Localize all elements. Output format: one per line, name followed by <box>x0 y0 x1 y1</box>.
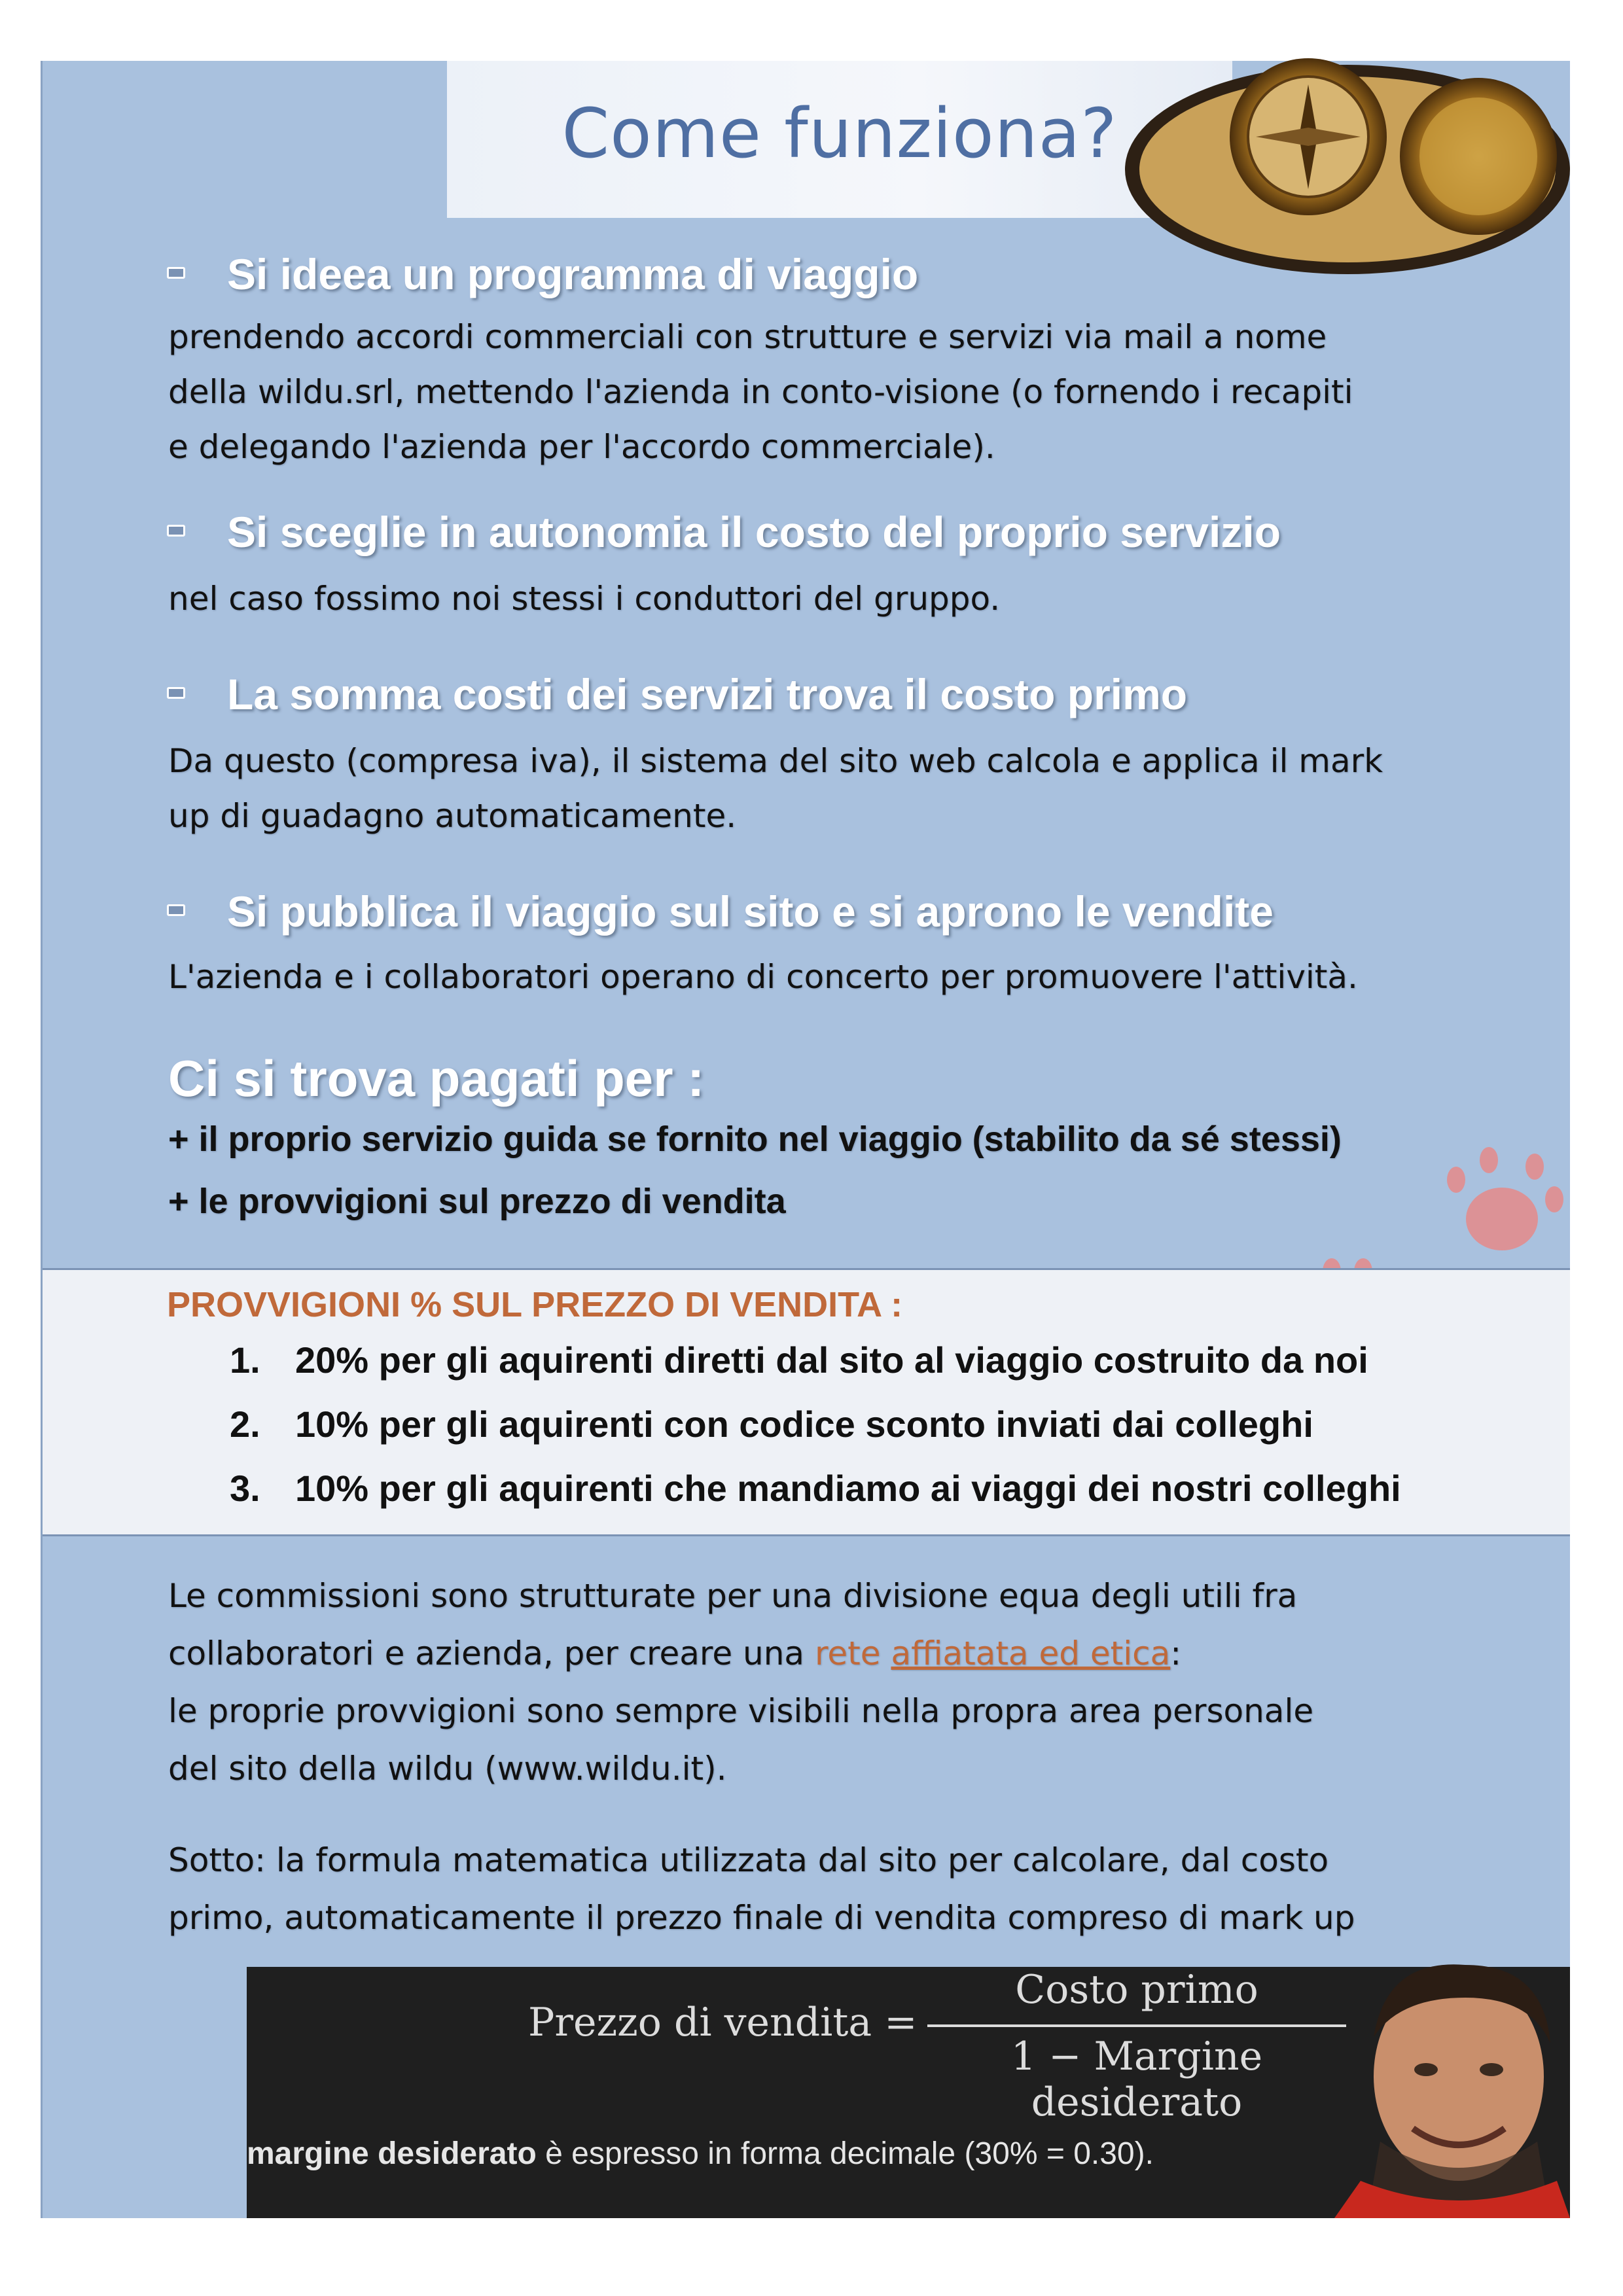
commission-item-3: 3. 10% per gli aquirenti che mandiamo ai viaggi dei nostri colleghi <box>230 1468 1401 1509</box>
formula-intro: Sotto: la formula matematica utilizzata dal sito per calcolare, dal costo primo, automaticamente il prezzo finale di vendita compreso di mark up <box>168 1841 1355 1937</box>
step-1-text: prendendo accordi commerciali con strutture e servizi via mail a nome della wildu.srl, mettendo l'azienda in conto-visione (o fornendo i recapiti e delegando l'azienda per l'accordo commerciale). <box>168 318 1353 466</box>
step-2-title: Si sceglie in autonomia il costo del proprio servizio <box>167 507 1281 557</box>
paid-item-2: + le provvigioni sul prezzo di vendita <box>168 1182 786 1221</box>
explanation-text: Le commissioni sono strutturate per una divisione equa degli utili fra collaboratori e azienda, per creare una rete affiatata ed etica: le proprie provvigioni sono sempre visibili nella propra area personale del sito della wildu (www.wildu.it). <box>168 1577 1314 1788</box>
bullet-icon <box>167 267 185 279</box>
formula-numerator: Costo primo <box>1015 1967 1258 2013</box>
fraction-bar <box>927 2024 1346 2027</box>
bullet-icon <box>167 525 185 537</box>
commissions-band <box>43 1268 1570 1536</box>
rete-link[interactable]: rete <box>814 1634 881 1672</box>
paid-heading: Ci si trova pagati per : <box>168 1050 705 1107</box>
step-2-text: nel caso fossimo noi stessi i conduttori del gruppo. <box>168 580 1001 618</box>
formula-denominator: 1 − Margine desiderato <box>1010 2034 1263 2125</box>
person-photo <box>1334 1945 1570 2218</box>
bullet-icon <box>167 687 185 699</box>
compass-image <box>1112 58 1570 274</box>
step-1-title: Si ideea un programma di viaggio <box>167 249 918 299</box>
flyer-page <box>41 61 1570 2218</box>
bullet-icon <box>167 904 185 916</box>
commissions-heading: PROVVIGIONI % SUL PREZZO DI VENDITA : <box>167 1285 903 1324</box>
commission-item-1: 1. 20% per gli aquirenti diretti dal sito al viaggio costruito da noi <box>230 1339 1368 1381</box>
step-3-text: Da questo (compresa iva), il sistema del sito web calcola e applica il mark up di guadagno automaticamente. <box>168 742 1383 835</box>
formula-note: margine desiderato è espresso in forma decimale (30% = 0.30). <box>247 2136 1154 2171</box>
step-4-title: Si pubblica il viaggio sul sito e si aprono le vendite <box>167 887 1274 936</box>
formula-lhs: Prezzo di vendita = <box>528 2000 918 2045</box>
page-title: Come funziona? <box>562 94 1118 173</box>
step-3-title: La somma costi dei servizi trova il costo primo <box>167 669 1187 719</box>
affiatata-link[interactable]: affiatata ed etica <box>891 1634 1171 1672</box>
commission-item-2: 2. 10% per gli aquirenti con codice sconto inviati dai colleghi <box>230 1404 1313 1445</box>
step-4-text: L'azienda e i collaboratori operano di concerto per promuovere l'attività. <box>168 958 1358 996</box>
paid-item-1: + il proprio servizio guida se fornito nel viaggio (stabilito da sé stessi) <box>168 1120 1342 1159</box>
